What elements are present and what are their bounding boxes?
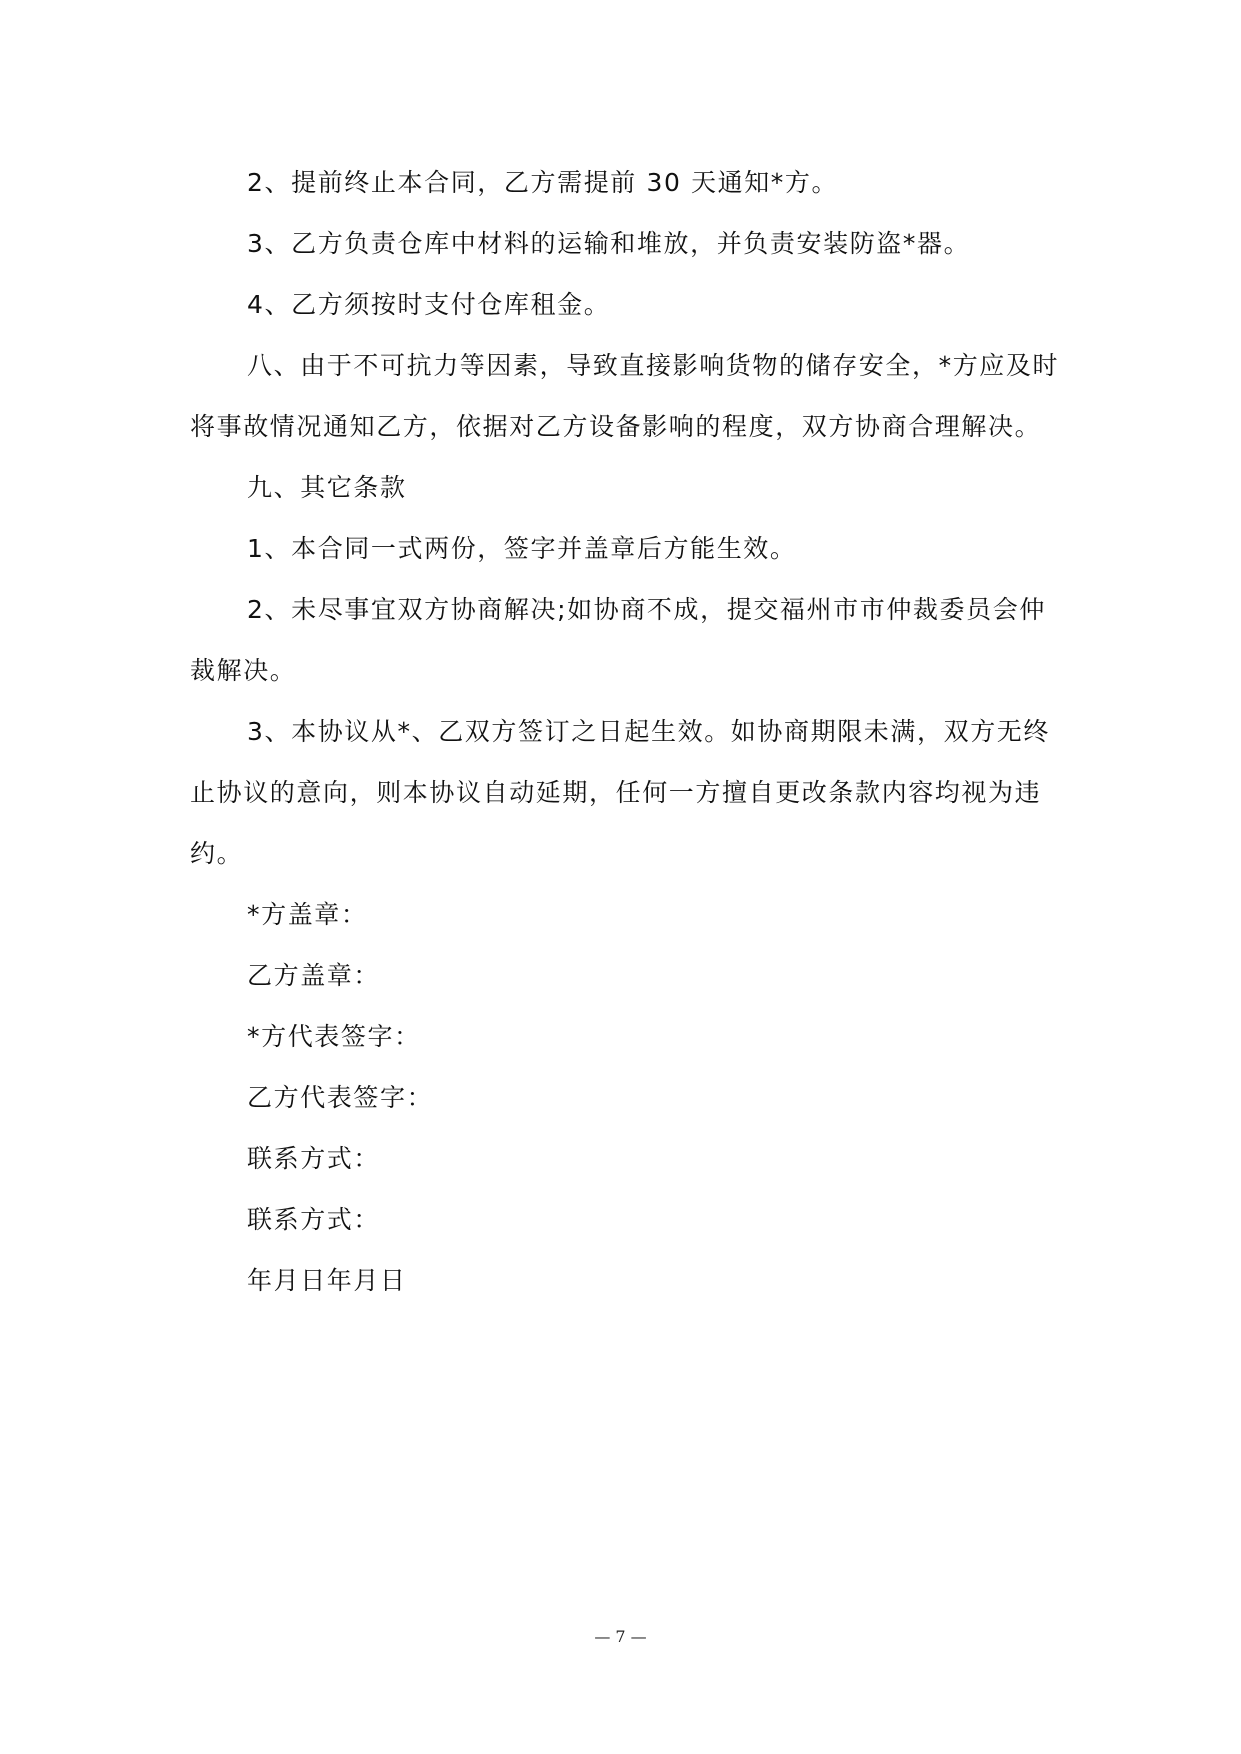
clause-7-3: 3、乙方负责仓库中材料的运输和堆放，并负责安装防盗*器。 xyxy=(247,229,971,258)
clause-8-force-majeure: 八、由于不可抗力等因素，导致直接影响货物的储存安全，*方应及时将事故情况通知乙方，依据对乙方设备影响的程度，双方协商合理解决。 xyxy=(190,351,1060,441)
document-body xyxy=(190,152,1060,1311)
party-b-signature-line: 乙方代表签字： xyxy=(247,1083,434,1112)
page-number: — 7 — xyxy=(594,1627,647,1646)
clause-9-2: 2、未尽事宜双方协商解决;如协商不成，提交福州市市仲裁委员会仲裁解决。 xyxy=(190,595,1046,685)
section-heading-other-terms: 九、其它条款 xyxy=(247,473,407,502)
clause-9-1: 1、本合同一式两份，签字并盖章后方能生效。 xyxy=(247,534,797,563)
party-b-seal-line: 乙方盖章： xyxy=(247,961,381,990)
party-a-signature-line: *方代表签字： xyxy=(247,1022,421,1051)
party-a-contact-line: 联系方式： xyxy=(247,1144,381,1173)
party-a-seal-line: *方盖章： xyxy=(247,900,368,929)
clause-7-4: 4、乙方须按时支付仓库租金。 xyxy=(247,290,611,319)
clause-7-2: 2、提前终止本合同，乙方需提前 30 天通知*方。 xyxy=(247,168,839,197)
date-line: 年月日年月日 xyxy=(247,1266,407,1295)
clause-9-3: 3、本协议从*、乙双方签订之日起生效。如协商期限未满，双方无终止协议的意向，则本协议自动延期，任何一方擅自更改条款内容均视为违约。 xyxy=(190,717,1051,868)
party-b-contact-line: 联系方式： xyxy=(247,1205,381,1234)
